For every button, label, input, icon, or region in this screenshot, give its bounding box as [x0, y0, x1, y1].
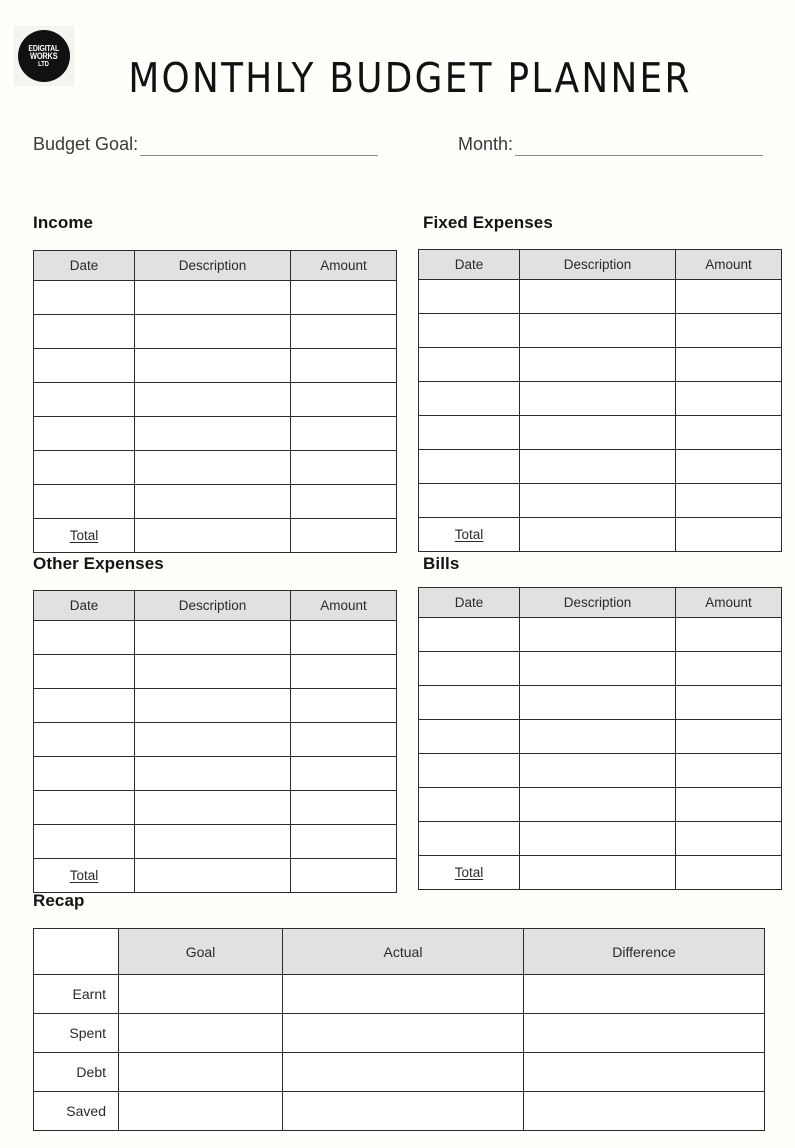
- table-row: [34, 791, 397, 825]
- table-row: [34, 825, 397, 859]
- month-input-rule[interactable]: [515, 155, 763, 156]
- cell-amount[interactable]: [676, 788, 782, 822]
- cell-date[interactable]: [34, 655, 135, 689]
- recap-cell-goal[interactable]: [119, 975, 283, 1014]
- month-field[interactable]: [458, 134, 763, 155]
- cell-amount[interactable]: [291, 315, 397, 349]
- cell-amount[interactable]: [676, 314, 782, 348]
- table-row: [419, 416, 782, 450]
- table-row: [419, 618, 782, 652]
- total-label: [34, 519, 135, 553]
- cell-description[interactable]: [135, 723, 291, 757]
- cell-date[interactable]: [34, 621, 135, 655]
- month-label: Month:: [458, 134, 514, 154]
- cell-date[interactable]: [34, 349, 135, 383]
- cell-amount[interactable]: [676, 618, 782, 652]
- logo-line-2: WORKS: [30, 51, 58, 62]
- table-row: [34, 315, 397, 349]
- cell-date[interactable]: [34, 689, 135, 723]
- table-row: [419, 686, 782, 720]
- recap-table-body: [34, 975, 765, 1131]
- total-label-text: Total: [454, 865, 484, 880]
- table-row: [419, 652, 782, 686]
- table-row: [419, 314, 782, 348]
- column-header-amount: Amount: [291, 251, 397, 281]
- cell-description[interactable]: [520, 720, 676, 754]
- cell-date[interactable]: [419, 484, 520, 518]
- recap-column-header-goal: Goal: [119, 929, 283, 975]
- total-label: [34, 859, 135, 893]
- recap-header-row: [34, 929, 765, 975]
- table-row: [34, 621, 397, 655]
- column-header-description: Description: [135, 591, 291, 621]
- cell-description[interactable]: [135, 825, 291, 859]
- cell-description[interactable]: [135, 349, 291, 383]
- cell-date[interactable]: [419, 450, 520, 484]
- recap-cell-difference[interactable]: [524, 1053, 765, 1092]
- section-heading-other-expenses: Other Expenses: [33, 554, 164, 573]
- column-header-date: Date: [419, 250, 520, 280]
- bills-table: [418, 587, 782, 890]
- table-header-row: [34, 251, 397, 281]
- cell-amount[interactable]: [676, 822, 782, 856]
- cell-description[interactable]: [520, 788, 676, 822]
- cell-amount[interactable]: [676, 484, 782, 518]
- column-header-description: Description: [135, 251, 291, 281]
- total-label: [419, 856, 520, 890]
- cell-description[interactable]: [520, 416, 676, 450]
- cell-date[interactable]: [419, 788, 520, 822]
- table-row: [34, 417, 397, 451]
- cell-description[interactable]: [520, 314, 676, 348]
- cell-date[interactable]: [34, 281, 135, 315]
- cell-date[interactable]: [419, 382, 520, 416]
- budget-goal-label: Budget Goal:: [33, 134, 139, 154]
- cell-amount[interactable]: [291, 825, 397, 859]
- cell-description[interactable]: [135, 315, 291, 349]
- cell-amount[interactable]: [291, 383, 397, 417]
- table-total-row: [419, 856, 782, 890]
- cell-date[interactable]: [34, 485, 135, 519]
- cell-amount[interactable]: [291, 451, 397, 485]
- table-row: [419, 382, 782, 416]
- cell-description[interactable]: [135, 655, 291, 689]
- cell-amount[interactable]: [676, 450, 782, 484]
- section-heading-recap: Recap: [33, 891, 85, 910]
- cell-amount[interactable]: [291, 621, 397, 655]
- recap-row-label-spent: Spent: [34, 1014, 119, 1053]
- cell-description[interactable]: [520, 280, 676, 314]
- logo-line-1: EDIGITAL: [28, 42, 60, 53]
- cell-description[interactable]: [135, 281, 291, 315]
- table-row: [34, 723, 397, 757]
- table-row: [34, 383, 397, 417]
- total-cell-description[interactable]: [520, 518, 676, 552]
- recap-column-header-actual: Actual: [283, 929, 524, 975]
- table-header-row: [419, 250, 782, 280]
- cell-amount[interactable]: [291, 655, 397, 689]
- total-cell-description[interactable]: [520, 856, 676, 890]
- cell-amount[interactable]: [676, 754, 782, 788]
- table-row: [34, 451, 397, 485]
- company-logo: [14, 26, 74, 86]
- recap-cell-difference[interactable]: [524, 1014, 765, 1053]
- total-label-text: Total: [454, 527, 484, 542]
- cell-date[interactable]: [419, 314, 520, 348]
- recap-cell-difference[interactable]: [524, 1092, 765, 1131]
- table-header-row: [34, 591, 397, 621]
- cell-date[interactable]: [419, 822, 520, 856]
- logo-line-3: LTD: [38, 61, 50, 69]
- cell-description[interactable]: [135, 485, 291, 519]
- recap-cell-goal[interactable]: [119, 1014, 283, 1053]
- column-header-description: Description: [520, 588, 676, 618]
- cell-date[interactable]: [419, 720, 520, 754]
- income-table: [33, 250, 397, 553]
- cell-description[interactable]: [135, 621, 291, 655]
- table-header-row: [419, 588, 782, 618]
- recap-column-header-difference: Difference: [524, 929, 765, 975]
- bills-table-body: [419, 618, 782, 890]
- cell-date[interactable]: [34, 451, 135, 485]
- table-row: [419, 788, 782, 822]
- cell-date[interactable]: [34, 417, 135, 451]
- cell-description[interactable]: [135, 417, 291, 451]
- cell-amount[interactable]: [291, 349, 397, 383]
- table-row: [419, 280, 782, 314]
- recap-row-label-debt: Debt: [34, 1053, 119, 1092]
- logo-circle-mark: [18, 30, 70, 82]
- cell-description[interactable]: [135, 791, 291, 825]
- recap-row: [34, 1053, 765, 1092]
- recap-row-label-earnt: Earnt: [34, 975, 119, 1014]
- recap-corner-cell: [34, 929, 119, 975]
- table-row: [34, 349, 397, 383]
- table-row: [419, 720, 782, 754]
- table-row: [34, 655, 397, 689]
- column-header-amount: Amount: [291, 591, 397, 621]
- page-title: MONTHLY BUDGET PLANNER: [128, 54, 692, 102]
- total-label-text: Total: [69, 528, 99, 543]
- table-row: [34, 689, 397, 723]
- cell-description[interactable]: [520, 754, 676, 788]
- cell-date[interactable]: [34, 383, 135, 417]
- budget-goal-input-rule[interactable]: [140, 155, 378, 156]
- cell-date[interactable]: [419, 618, 520, 652]
- cell-amount[interactable]: [291, 417, 397, 451]
- cell-date[interactable]: [34, 315, 135, 349]
- cell-amount[interactable]: [291, 791, 397, 825]
- cell-amount[interactable]: [291, 689, 397, 723]
- recap-cell-actual[interactable]: [283, 1053, 524, 1092]
- cell-date[interactable]: [419, 416, 520, 450]
- cell-amount[interactable]: [676, 652, 782, 686]
- cell-description[interactable]: [520, 822, 676, 856]
- budget-goal-field[interactable]: [33, 134, 378, 155]
- cell-date[interactable]: [34, 825, 135, 859]
- cell-description[interactable]: [520, 348, 676, 382]
- table-row: [34, 757, 397, 791]
- cell-amount[interactable]: [291, 281, 397, 315]
- column-header-date: Date: [34, 251, 135, 281]
- table-row: [419, 484, 782, 518]
- table-total-row: [419, 518, 782, 552]
- recap-cell-actual[interactable]: [283, 975, 524, 1014]
- cell-amount[interactable]: [676, 720, 782, 754]
- cell-amount[interactable]: [676, 686, 782, 720]
- total-label: [419, 518, 520, 552]
- section-heading-fixed-expenses: Fixed Expenses: [423, 213, 553, 232]
- table-row: [419, 754, 782, 788]
- column-header-amount: Amount: [676, 588, 782, 618]
- cell-date[interactable]: [419, 280, 520, 314]
- cell-description[interactable]: [135, 383, 291, 417]
- cell-description[interactable]: [520, 450, 676, 484]
- cell-amount[interactable]: [676, 280, 782, 314]
- cell-amount[interactable]: [291, 723, 397, 757]
- total-label-text: Total: [69, 868, 99, 883]
- cell-description[interactable]: [520, 618, 676, 652]
- section-heading-income: Income: [33, 213, 94, 232]
- recap-cell-difference[interactable]: [524, 975, 765, 1014]
- cell-description[interactable]: [135, 689, 291, 723]
- cell-amount[interactable]: [676, 416, 782, 450]
- cell-description[interactable]: [135, 757, 291, 791]
- column-header-amount: Amount: [676, 250, 782, 280]
- table-row: [419, 348, 782, 382]
- recap-cell-actual[interactable]: [283, 1092, 524, 1131]
- cell-description[interactable]: [520, 484, 676, 518]
- cell-date[interactable]: [34, 723, 135, 757]
- table-row: [419, 822, 782, 856]
- total-cell-amount[interactable]: [291, 519, 397, 553]
- total-cell-amount[interactable]: [676, 518, 782, 552]
- recap-cell-actual[interactable]: [283, 1014, 524, 1053]
- cell-date[interactable]: [419, 652, 520, 686]
- recap-cell-goal[interactable]: [119, 1092, 283, 1131]
- cell-description[interactable]: [135, 451, 291, 485]
- column-header-date: Date: [34, 591, 135, 621]
- recap-row-label-saved: Saved: [34, 1092, 119, 1131]
- total-cell-amount[interactable]: [676, 856, 782, 890]
- cell-amount[interactable]: [676, 348, 782, 382]
- income-table-body: [34, 281, 397, 553]
- table-row: [34, 485, 397, 519]
- cell-date[interactable]: [34, 757, 135, 791]
- fixed-expenses-table-body: [419, 280, 782, 552]
- cell-date[interactable]: [34, 791, 135, 825]
- section-heading-bills: Bills: [423, 554, 460, 573]
- cell-date[interactable]: [419, 348, 520, 382]
- cell-description[interactable]: [520, 652, 676, 686]
- cell-description[interactable]: [520, 686, 676, 720]
- recap-row: [34, 975, 765, 1014]
- recap-cell-goal[interactable]: [119, 1053, 283, 1092]
- cell-date[interactable]: [419, 754, 520, 788]
- cell-amount[interactable]: [291, 485, 397, 519]
- total-cell-amount[interactable]: [291, 859, 397, 893]
- table-total-row: [34, 519, 397, 553]
- table-row: [34, 281, 397, 315]
- recap-row: [34, 1014, 765, 1053]
- table-row: [419, 450, 782, 484]
- fixed-expenses-table: [418, 249, 782, 552]
- cell-amount[interactable]: [291, 757, 397, 791]
- cell-amount[interactable]: [676, 382, 782, 416]
- other-expenses-table-body: [34, 621, 397, 893]
- cell-description[interactable]: [520, 382, 676, 416]
- total-cell-description[interactable]: [135, 519, 291, 553]
- total-cell-description[interactable]: [135, 859, 291, 893]
- column-header-description: Description: [520, 250, 676, 280]
- table-total-row: [34, 859, 397, 893]
- cell-date[interactable]: [419, 686, 520, 720]
- column-header-date: Date: [419, 588, 520, 618]
- recap-row: [34, 1092, 765, 1131]
- recap-table: [33, 928, 765, 1131]
- other-expenses-table: [33, 590, 397, 893]
